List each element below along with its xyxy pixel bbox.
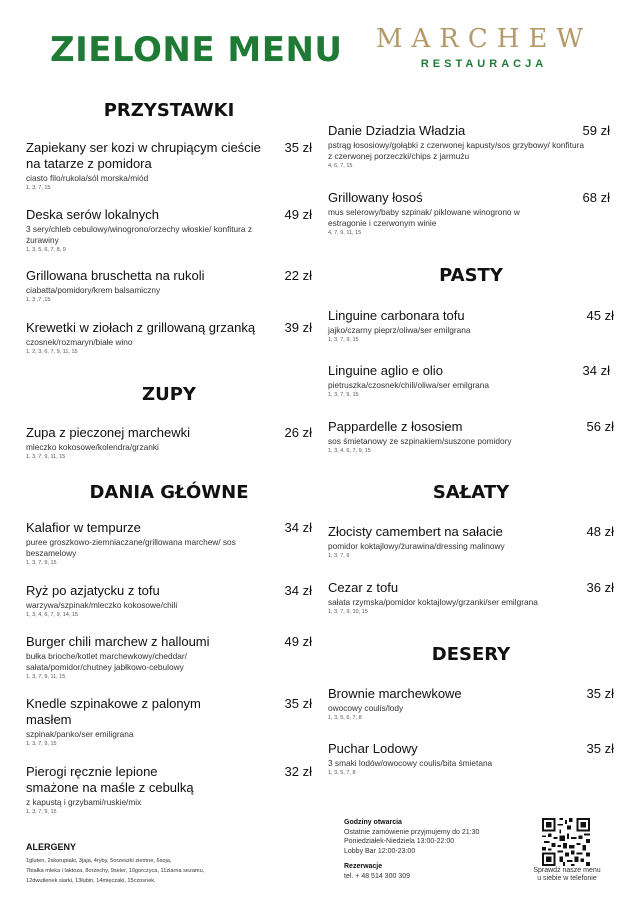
item-description: z kapustą i grzybami/ruskie/mix [26,797,142,807]
section-pasty: PASTY [439,265,503,286]
item-description: ciasto filo/rukola/sól morska/miód [26,173,149,183]
section-przystawki: PRZYSTAWKI [103,100,235,121]
item-allergens: 1, 3, 7, 9, 10, 15 [328,609,368,615]
menu-item [328,308,614,344]
item-price: 36 zł [586,580,614,595]
item-price: 35 zł [284,140,312,155]
reservation-title: Rezerwacje [344,863,383,870]
item-price: 34 zł [284,583,312,598]
item-description: puree groszkowo-ziemniaczane/grillowana marchew/ sos beszamelowy [26,537,236,558]
restaurant-logo [374,24,594,70]
allergens-line: 12dwutlenek siarki, 13łubin, 14mięczaki, 15czosnek. [26,878,156,884]
item-price: 35 zł [586,686,614,701]
page-title: ZIELONE MENU [50,30,343,70]
item-price: 22 zł [284,268,312,283]
menu-item [328,524,614,560]
item-allergens: 1, 3, 7, 9, 15 [26,809,57,815]
allergens-line: 1gluten, 2skorupiaki, 3jaja, 4ryby, 5orzeszki ziemne, 6soja, [26,858,172,864]
item-name: Pierogi ręcznie lepione smażone na maśle z cebulką [26,764,194,795]
hours-line: Lobby Bar 12:00-23:00 [344,847,416,855]
qr-caption [520,867,614,883]
item-price: 39 zł [284,320,312,335]
item-name: Krewetki w ziołach z grillowaną grzanką [26,320,256,335]
item-price: 34 zł [582,363,610,378]
menu-item [26,268,312,304]
item-allergens: 1, 3 ,7 ,15 [26,297,51,303]
item-price: 68 zł [582,190,610,205]
item-price: 35 zł [284,696,312,711]
item-name: Grillowana bruschetta na rukoli [26,268,205,283]
menu-item [328,190,614,237]
item-allergens: 1, 3, 4, 6, 7, 9, 14, 15 [26,612,78,618]
section-desery: DESERY [431,644,511,665]
item-allergens: 4, 6, 7, 15 [328,163,353,169]
allergens-line: 7białka mleka i laktoza, 8orzechy, 9seler, 10gorczyca, 11ziarna sezamu, [26,868,205,874]
menu-item [328,580,614,616]
item-name: Danie Dziadzia Władzia [328,123,466,138]
menu-item [26,520,312,567]
item-description: warzywa/szpinak/mleczko kokosowe/chili [26,600,178,610]
item-description: owocowy coulis/lody [328,703,404,713]
item-name: Zupa z pieczonej marchewki [26,425,191,440]
section-zupy: ZUPY [142,384,196,405]
item-description: 3 smaki lodów/owocowy coulis/bita śmietana [328,758,493,768]
item-name: Deska serów lokalnych [26,207,159,222]
item-name: Grillowany łosoś [328,190,423,205]
item-price: 32 zł [284,764,312,779]
item-name: Zapiekany ser kozi w chrupiącym cieście na tatarze z pomidora [26,140,261,171]
section-dania-glowne: DANIA GŁÓWNE [89,482,249,503]
qr-caption-line: u siebie w telefonie [537,875,597,882]
item-name: Linguine carbonara tofu [328,308,465,323]
hours-line: Ostatnie zamówienie przyjmujemy do 21:30 [344,828,480,836]
item-description: pomidor koktajlowy/żurawina/dressing malinowy [328,541,505,551]
item-description: sos śmietanowy ze szpinakiem/suszone pomidory [328,436,512,446]
menu-item [26,207,312,254]
item-description: pietruszka/czosnek/chili/oliwa/ser emilgrana [328,380,489,390]
menu-item [26,425,312,461]
item-description: mus selerowy/baby szpinak/ piklowane winogrono w estragonie i czerwonym winie [328,207,520,228]
menu-item [328,123,614,170]
item-name: Złocisty camembert na sałacie [328,524,503,539]
logo-name: MARCHEW [375,24,593,54]
item-allergens: 1, 3, 7, 9, 15 [328,392,359,398]
item-name: Knedle szpinakowe z palonym masłem [26,696,201,727]
item-allergens: 1, 3, 7, 9, 11, 15 [26,454,66,460]
item-name: Burger chili marchew z halloumi [26,634,210,649]
item-name: Kalafior w tempurze [26,520,141,535]
qr-code-icon[interactable] [542,818,590,866]
item-allergens: 4, 7, 9, 11, 15 [328,230,362,236]
item-description: 3 sery/chleb cebulowy/winogrono/orzechy włoskie/ konfitura z żurawiny [26,224,252,245]
menu-item [26,140,312,192]
menu-item [26,764,312,816]
item-allergens: 1, 3, 5, 6, 7, 8, 9 [26,247,66,253]
item-allergens: 1, 3, 5, 7, 8 [328,770,356,776]
item-price: 49 zł [284,634,312,649]
item-description: czosnek/rozmaryn/białe wino [26,337,133,347]
item-allergens: 1, 3, 7, 9, 15 [328,337,359,343]
item-allergens: 1, 3, 7, 9, 11, 15 [26,674,66,680]
hours-title: Godziny otwarcia [344,819,402,826]
item-price: 34 zł [284,520,312,535]
item-allergens: 1, 3, 7, 9, 15 [26,741,57,747]
menu-item [26,696,312,748]
menu-item [26,583,312,619]
item-description: ciabatta/pomidory/krem balsamiczny [26,285,161,295]
menu-item [26,634,312,681]
allergens-legend [26,856,326,886]
item-description: pstrąg łososiowy/gołąbki z czerwonej kapusty/sos grzybowy/ konfitura z czerwonej porzeczki/chips z jarmużu [328,140,584,161]
logo-subtitle: RESTAURACJA [420,58,548,70]
item-name: Puchar Lodowy [328,741,418,756]
menu-item [26,320,312,356]
item-description: jajko/czarny pieprz/oliwa/ser emilgrana [328,325,471,335]
item-allergens: 1, 3, 5, 6, 7, 8 [328,715,362,721]
item-name: Linguine aglio e olio [328,363,443,378]
item-allergens: 1, 3, 7, 15 [26,185,51,191]
item-price: 45 zł [586,308,614,323]
item-description: bułka brioche/kotlet marchewkowy/cheddar/ sałata/pomidor/chutney jabłkowo-cebulowy [26,651,187,672]
item-allergens: 1, 3, 7, 9, 15 [26,560,57,566]
item-name: Ryż po azjatycku z tofu [26,583,160,598]
item-price: 48 zł [586,524,614,539]
opening-info [344,818,514,881]
menu-item [328,686,614,722]
reservation-phone[interactable]: tel. + 48 514 300 309 [344,872,410,880]
item-allergens: 1, 2, 3, 6, 7, 9, 11, 15 [26,349,78,355]
item-price: 35 zł [586,741,614,756]
item-name: Brownie marchewkowe [328,686,462,701]
menu-item [328,741,614,777]
item-description: mleczko kokosowe/kolendra/grzanki [26,442,159,452]
menu-item [328,419,614,455]
item-description: sałata rzymska/pomidor koktajlowy/grzanki/ser emilgrana [328,597,538,607]
item-allergens: 1, 3, 4, 6, 7, 9, 15 [328,448,371,454]
section-salaty: SAŁATY [432,482,510,503]
item-description: szpinak/panko/ser emiligrana [26,729,134,739]
item-price: 49 zł [284,207,312,222]
item-name: Cezar z tofu [328,580,399,595]
item-price: 59 zł [582,123,610,138]
item-price: 26 zł [284,425,312,440]
allergens-title: ALERGENY [26,842,77,852]
item-name: Pappardelle z łososiem [328,419,463,434]
menu-item [328,363,614,399]
hours-line: Poniedziałek-Niedziela 13:00-22:00 [344,838,455,845]
item-allergens: 1, 3, 7, 9 [328,553,350,559]
qr-caption-line: Sprawdź nasze menu [533,867,601,874]
item-price: 56 zł [586,419,614,434]
